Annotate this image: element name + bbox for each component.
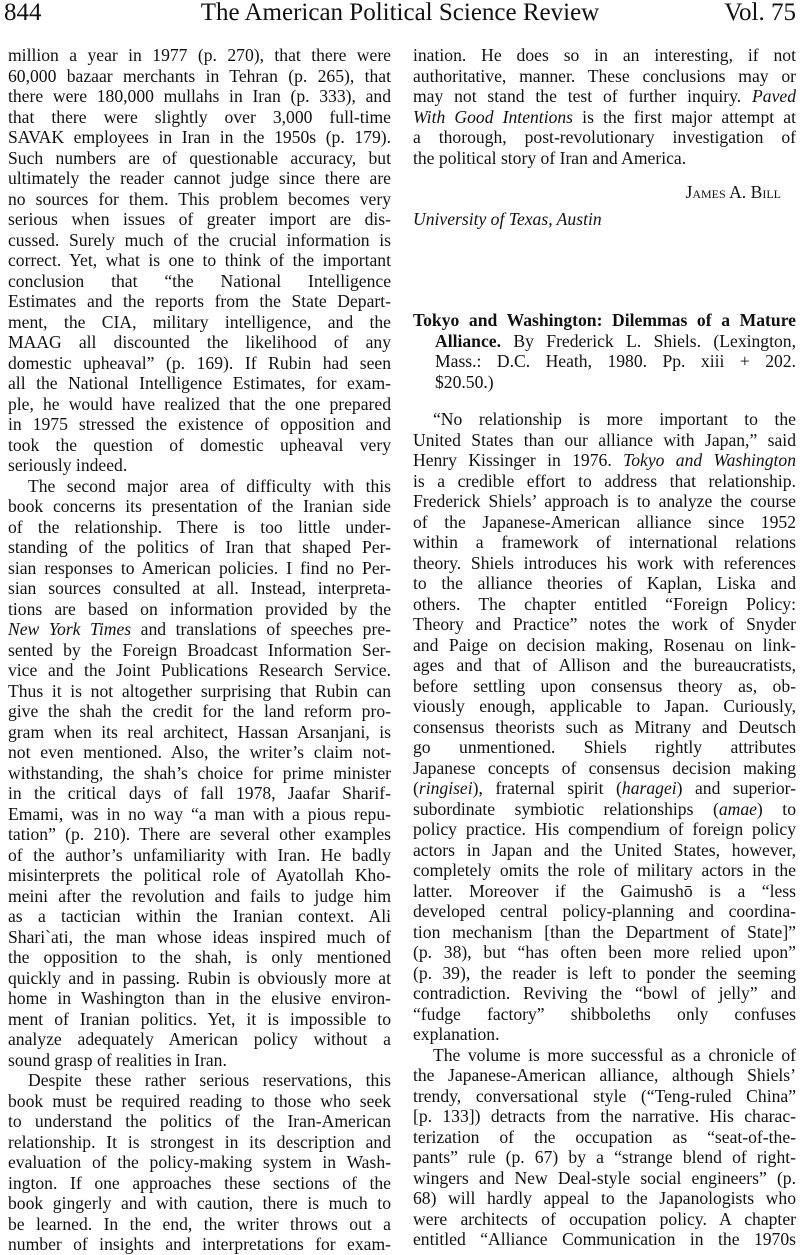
paragraph [8,476,391,1071]
text-line: actors in Japan and the United States, however, [413,839,796,860]
text-line: SAVAK employees in Iran in the 1950s (p. 179). [8,127,391,147]
text-segment: subordinate symbiotic relationships ( [413,798,719,819]
text-line: ment, the CIA, military intelligence, and the [8,311,391,332]
italic-text: ringisei [418,778,473,798]
text-line: trendy, conversational style (“Teng-ruled China” [413,1085,796,1106]
text-line: tion mechanism [than the Department of State]” [413,921,796,942]
text-line: latter. Moreover if the Gaimushō is a “less [413,880,796,901]
paragraph [8,1070,391,1255]
text-line: book gingerly and with caution, there is much to [8,1193,391,1213]
text-line: domestic upheaval” (p. 169). If Rubin had seen [8,352,391,373]
text-line: theory. Shiels introduces his work with references [413,552,796,573]
text-line: completely omits the role of military actors in the [413,860,796,880]
italic-text: Paved [752,86,796,106]
book-title-line: Tokyo and Washington: Dilemmas of a Mature [413,310,796,330]
text-line: 68) will hardly appeal to the Japanologists who [413,1188,796,1208]
text-segment: Henry Kissinger in 1976. [413,450,624,470]
text-line: go unmentioned. Shiels rightly attributes [413,737,796,757]
text-line: Japanese concepts of consensus decision making [413,757,796,778]
text-line: ultimately the reader cannot judge since there are [8,168,391,188]
text-line: within a framework of international relations [413,532,796,552]
text-line: contradiction. Reviving the “bowl of jelly” and [413,983,796,1003]
italic-text: haragei [621,778,677,798]
paragraph [413,1045,796,1250]
text-line: a thorough, post-revolutionary investigation of [413,127,796,147]
text-line: tions are based on information provided by the [8,598,391,619]
text-line: ment of Iranian politics. Yet, it is impossible to [8,1008,391,1029]
reviewer-signature: James A. Bill [685,182,781,202]
text-line: home in Washington than in the elusive environ- [8,988,391,1008]
text-line: terization of the occupation as “seat-of-the- [413,1126,796,1147]
text-segment: and translations of speeches pre- [131,619,391,639]
text-segment: may not stand the test of further inquiry. [413,86,753,106]
text-line: that there were slightly over 3,000 full-time [8,106,391,127]
text-line: entitled “Alliance Communication in the 1970s [413,1229,796,1249]
text-line: meini after the revolution and fails to judge him [8,885,391,906]
volume-label: Vol. 75 [724,0,796,26]
text-line: sian responses to American policies. I find no Per- [8,557,391,578]
text-line: not even mentioned. Also, the writer’s claim not- [8,742,391,762]
text-line: pants” rule (p. 67) by a “strange blend of right- [413,1147,796,1167]
text-line: Despite these rather serious reservations, this [28,1070,391,1090]
text-line: in the critical days of fall 1978, Jaafar Sharif- [8,783,391,803]
text-line: took the question of domestic upheaval very [8,434,391,455]
text-line: serious when issues of greater import are dis- [8,209,391,229]
text-line: 60,000 bazaar merchants in Tehran (p. 265), that [8,65,391,86]
text-line: were architects of occupation policy. A chapter [413,1208,796,1229]
italic-text: Tokyo and Washington [623,450,796,470]
text-segment: ) and superior- [676,778,797,798]
text-segment: ( [413,778,419,798]
text-line: million a year in 1977 (p. 270), that there were [8,45,391,65]
right-column-review-ending [413,45,796,168]
text-line: Theory and Practice” notes the work of Snyder [413,614,796,634]
text-line: book must be required reading to those who seek [8,1090,391,1111]
text-line: sound grasp of realities in Iran. [8,1049,227,1070]
text-line: to the alliance theories of Kaplan, Liska and [413,573,796,593]
text-line: wingers and New Deal-style social engineers” (p. [413,1167,796,1188]
text-line: no sources for them. This problem becomes very [8,188,391,209]
text-line: ination. He does so in an interesting, if not [413,45,796,65]
text-line: Emami, was in no way “a man with a pious repu- [8,803,391,824]
text-line [413,799,796,820]
text-line: “fudge factory” shibboleths only confuses [413,1003,796,1024]
text-line: book concerns its presentation of the Iranian side [8,496,391,516]
text-line: correct. Yet, what is one to think of the important [8,250,391,270]
text-line: tation” (p. 210). There are several other examples [8,824,391,844]
text-line: ages and that of Allison and the bureaucratists, [413,655,796,675]
right-column-review-body [413,409,796,1250]
paragraph [413,409,796,1045]
text-line: evaluation of the policy-making system in Wash- [8,1152,391,1172]
text-line: the political story of Iran and America. [413,147,687,168]
text-line: there were 180,000 mullahs in Iran (p. 333), and [8,86,391,106]
text-line: Shari`ati, the man whose ideas inspired much of [8,926,391,947]
italic-text: New York Times [8,619,132,639]
text-line: policy practice. His compendium of foreign policy [413,819,796,839]
text-line: consensus theorists such as Mitrany and Deutsch [413,716,796,737]
text-line: is a credible effort to address that relationship. [413,470,796,491]
text-line: analyze adequately American policy without a [8,1029,391,1049]
text-segment: ) to [756,798,796,819]
text-line: before settling upon consensus theory as, ob- [413,675,796,696]
text-line: number of insights and interpretations for exam- [8,1234,391,1254]
text-line: (p. 39), the reader is left to ponder the seeming [413,962,796,983]
text-line: quickly and in passing. Rubin is obviously more at [8,967,391,988]
book-byline: Alliance. By Frederick L. Shiels. (Lexington, [435,330,796,351]
text-line: in 1975 stressed the existence of opposition and [8,414,391,434]
text-line: of the relationship. There is too little under- [8,516,391,537]
text-line: to understand the politics of the Iran-American [8,1111,391,1131]
book-price: $20.50.) [435,371,494,392]
text-line: relationship. It is strongest in its description and [8,1131,391,1152]
text-line: sented by the Foreign Broadcast Information Ser- [8,639,391,660]
text-line: of the author’s unfamiliarity with Iran. He badly [8,844,391,865]
text-line: give the shah the credit for the land reform pro- [8,701,391,721]
text-line: authoritative, manner. These conclusions may or [413,65,796,86]
text-line: others. The chapter entitled “Foreign Policy: [413,593,796,614]
italic-text: With Good Intentions [413,106,574,127]
text-line: vice and the Joint Publications Research Service. [8,660,391,680]
text-line: cussed. Surely much of the crucial information is [8,229,391,250]
text-line: viously enough, applicable to Japan. Curiously, [413,696,796,716]
text-line: (p. 38), but “has often been more relied upon” [413,942,796,962]
text-line: withstanding, the shah’s choice for prime minister [8,762,391,783]
text-line: Thus it is not altogether surprising that Rubin can [8,680,391,701]
left-column [8,45,391,1255]
paragraph [8,45,391,476]
text-line [413,450,796,471]
text-line [413,107,796,128]
text-line: ple, he would have realized that the one prepared [8,393,391,414]
reviewer-affiliation: University of Texas, Austin [413,209,602,229]
book-review-heading [413,310,796,392]
paragraph [413,45,796,168]
text-line: ington. If one approaches these sections of the [8,1172,391,1193]
book-publisher: Mass.: D.C. Heath, 1980. Pp. xiii + 202. [435,351,796,371]
page-number: 844 [4,0,42,26]
text-line: and Paige on decision making, Rosenau on link- [413,634,796,655]
text-line [413,778,796,799]
text-line: misinterprets the political role of Ayatollah Kho- [8,865,391,885]
text-line: the opposition to the shah, is only mentioned [8,947,391,967]
text-line: all the National Intelligence Estimates, for exam- [8,373,391,393]
text-line: conclusion that “the National Intelligence [8,270,391,291]
text-line [8,619,391,640]
text-line: of the Japanese-American alliance since 1952 [413,511,796,532]
text-line: United States than our alliance with Japan,” said [413,429,796,450]
text-line: explanation. [413,1024,500,1044]
text-line: MAAG all discounted the likelihood of any [8,332,391,352]
text-line: Frederick Shiels’ approach is to analyze the course [413,491,796,511]
italic-text: amae [718,798,757,819]
text-line: [p. 133]) detracts from the narrative. His charac- [413,1106,796,1126]
text-line: as a tactician within the Iranian context. Ali [8,906,391,926]
text-segment: is the first major attempt at [573,106,796,127]
text-line: The volume is more successful as a chronicle of [433,1044,796,1065]
text-line: standing of the politics of Iran that shaped Per- [8,537,391,557]
text-line: sian sources consulted at all. Instead, interpreta- [8,578,391,598]
text-line: Such numbers are of questionable accuracy, but [8,147,391,168]
text-line: Estimates and the reports from the State Depart- [8,291,391,311]
text-segment: ), fraternal spirit ( [472,778,622,798]
text-line: gram when its real architect, Hassan Arsanjani, is [8,721,391,742]
journal-title: The American Political Science Review [200,0,600,26]
text-line [413,86,796,107]
text-line: “No relationship is more important to the [433,409,796,429]
text-line: the Japanese-American alliance, although Shiels’ [413,1065,796,1085]
text-line: seriously indeed. [8,455,128,475]
text-line: The second major area of difficulty with this [28,475,391,496]
text-line: developed central policy-planning and coordina- [413,901,796,921]
text-line: be learned. In the end, the writer throws out a [8,1213,391,1234]
